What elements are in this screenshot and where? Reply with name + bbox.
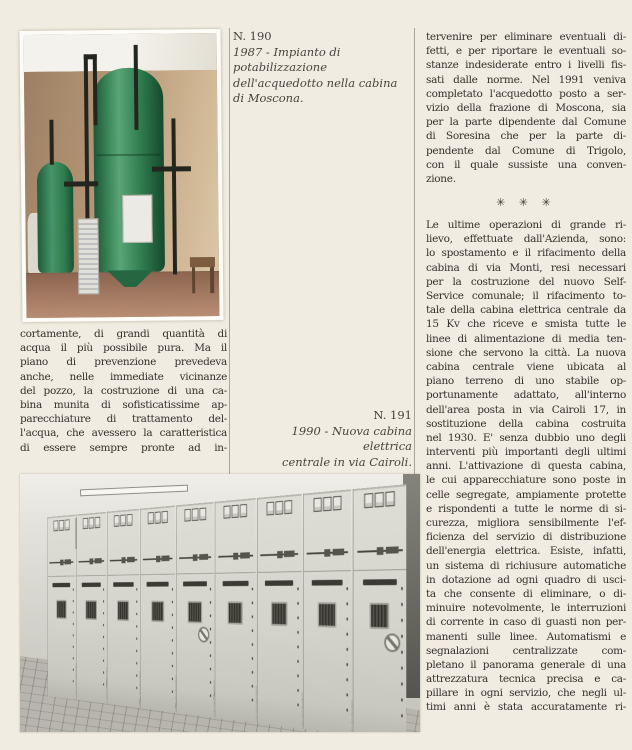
ventilation-grille xyxy=(188,601,202,624)
meter-box xyxy=(155,512,161,524)
label-strip xyxy=(363,580,397,586)
text-line: acqua il più possibile pura. Ma il xyxy=(20,342,227,355)
meter-box xyxy=(89,518,94,529)
text-line: dell'area posta in via Cairoli 17, in xyxy=(426,403,626,416)
meter-group xyxy=(224,505,247,520)
mimic-diagram xyxy=(79,560,104,562)
label-strip xyxy=(113,583,133,588)
meter-box xyxy=(120,515,125,527)
text-line: in dotazione ad ogni quadro di usci- xyxy=(426,573,626,586)
text-line: pendente dal Comune di Trigolo, xyxy=(426,144,626,157)
ventilation-grille xyxy=(56,600,66,619)
meter-box xyxy=(199,508,205,521)
text-line: interventi più importanti degli ultimi xyxy=(426,446,626,459)
ventilation-grille xyxy=(370,603,390,630)
text-line: celle segregate, ampiamente protette xyxy=(426,488,626,501)
text-line: tervenire per eliminare eventuali di- xyxy=(426,31,626,43)
meter-group xyxy=(148,512,168,525)
caption-photo2-number: N. 191 xyxy=(373,408,412,422)
meter-group xyxy=(83,517,100,529)
meter-box xyxy=(375,493,384,508)
text-line: fetti, e per riportare le eventuali so- xyxy=(426,45,626,58)
meter-box xyxy=(59,521,64,532)
text-line: 1990 - Nuova cabina elettrica xyxy=(291,423,412,453)
text-line: 1987 - Impianto di potabilizzazione xyxy=(233,44,341,74)
meter-box xyxy=(333,497,341,512)
text-line: di Moscona. xyxy=(233,91,304,105)
section-break-ornament: ✳ ✳ ✳ xyxy=(496,196,556,210)
meter-box xyxy=(284,501,292,515)
pipe xyxy=(92,54,97,125)
text-line: sati dalle norme. Nel 1991 veniva xyxy=(426,73,626,86)
switchgear-panel xyxy=(353,484,406,732)
wooden-stool xyxy=(190,257,215,294)
text-line: e rispondenti a tutte le norme di si- xyxy=(426,502,626,515)
stool-top xyxy=(190,257,215,268)
meter-box xyxy=(192,509,198,522)
photo-switchgear-room xyxy=(20,474,420,732)
switchgear-panel xyxy=(76,512,106,704)
text-line: ficienza del servizio di distribuzione xyxy=(426,531,626,544)
mimic-diagram xyxy=(357,549,402,553)
meter-box xyxy=(240,505,247,518)
label-strip xyxy=(183,582,207,587)
meter-group xyxy=(184,508,205,522)
label-strip xyxy=(312,580,343,586)
text-line: pletano il panorama generale di una xyxy=(426,658,626,671)
text-line: portunamente adattato, all'interno xyxy=(426,389,626,402)
meter-box xyxy=(323,497,331,512)
text-line: stanze indesiderate entro i livelli fis- xyxy=(426,59,626,72)
meter-group xyxy=(114,515,132,528)
meter-box xyxy=(232,505,239,518)
pipe xyxy=(134,45,139,130)
caption-photo2-text xyxy=(240,424,412,471)
meter-box xyxy=(275,502,283,516)
meter-group xyxy=(53,520,69,532)
column-rule-left xyxy=(229,28,230,474)
caption-photo2 xyxy=(240,408,412,470)
filter-tank-small xyxy=(36,162,74,273)
text-line: di essere sempre pronte ad in- xyxy=(20,441,227,454)
caption-photo1 xyxy=(233,29,413,107)
mimic-diagram xyxy=(261,553,299,556)
meter-group xyxy=(267,501,292,516)
text-line: piano di prevenzione prevedeva xyxy=(20,356,227,369)
text-line: anche, nelle immediate vicinanze xyxy=(20,370,227,383)
text-line: sostituzione della cabina costruita xyxy=(426,417,626,430)
water-plant-scene xyxy=(24,33,220,318)
caption-photo1-text xyxy=(233,45,413,107)
text-line: per la costruzione del nuovo Self- xyxy=(426,275,626,288)
right-paragraph-2 xyxy=(426,218,626,715)
text-line: ta che consente di eliminare, o di- xyxy=(426,587,626,600)
text-line: parecchiature di trattamento del- xyxy=(20,413,227,426)
meter-box xyxy=(162,512,168,524)
label-strip xyxy=(223,582,249,587)
text-line: con il quale sussiste una conven- xyxy=(426,158,626,171)
label-strip xyxy=(53,583,71,587)
text-line: attrezzatura tecnica precisa e ca- xyxy=(426,673,626,686)
label-strip xyxy=(265,581,293,587)
mimic-diagram xyxy=(50,561,74,563)
prohibition-sign-icon xyxy=(198,627,209,643)
text-line: Le ultime operazioni di grande ri- xyxy=(426,219,626,232)
text-line: vizio della frazione di Moscona, sia xyxy=(426,101,626,114)
text-line: dell'acquedotto nella cabina xyxy=(233,75,398,90)
text-line: nel 1930. E' senza dubbio uno degli xyxy=(426,431,626,444)
mimic-diagram xyxy=(110,559,137,562)
text-line: minuire notevolmente, le interruzioni xyxy=(426,602,626,615)
ventilation-grille xyxy=(318,602,336,628)
meter-box xyxy=(114,516,119,528)
text-line: manenti sulle linee. Automatismi e xyxy=(426,630,626,643)
pipe xyxy=(84,54,97,60)
text-line: di corrente in caso di guasti non per- xyxy=(426,616,626,629)
stool-leg xyxy=(192,267,196,294)
text-line: zione. xyxy=(426,172,456,185)
text-line: di Soresina che per la parte di- xyxy=(426,130,626,143)
text-line: curezza, migliora sensibilmente l'ef- xyxy=(426,517,626,529)
text-line: lievo, effettuate dall'Azienda, sono: xyxy=(426,233,626,246)
meter-box xyxy=(364,494,373,509)
pipe xyxy=(152,166,191,171)
text-line: sione che servono la città. La nuova xyxy=(426,346,626,359)
stool-leg xyxy=(210,267,214,294)
ceiling xyxy=(24,33,217,73)
text-line: cabina di via Monti, resi necessari xyxy=(426,261,626,274)
switchgear-panel xyxy=(47,515,75,700)
pipe xyxy=(64,181,99,186)
ventilation-grille xyxy=(151,601,164,623)
meter-box xyxy=(65,520,70,531)
mimic-diagram xyxy=(218,555,253,558)
text-line: centrale in via Cairoli. xyxy=(282,454,412,469)
meter-group xyxy=(313,497,341,513)
mimic-diagram xyxy=(143,558,172,561)
text-line: un sistema di richiusure automatiche xyxy=(426,559,626,572)
text-line: l'acqua, che avessero la caratteristica xyxy=(20,427,227,440)
column-left xyxy=(20,327,227,455)
ventilation-grille xyxy=(117,600,129,621)
text-line: linee di alimentazione di media ten- xyxy=(426,332,626,345)
text-line: segnalazioni centralizzate com- xyxy=(426,644,626,657)
label-strip xyxy=(82,583,101,588)
ventilation-grille xyxy=(228,601,243,625)
caption-photo1-number: N. 190 xyxy=(233,29,272,43)
switchgear-row xyxy=(47,484,408,732)
meter-box xyxy=(313,498,321,512)
text-line: piano terreno di uno stabile op- xyxy=(426,375,626,388)
meter-box xyxy=(148,513,154,525)
text-line: cortamente, di grandi quantità di xyxy=(20,328,227,340)
text-line: anni. L'attivazione di questa cabina, xyxy=(426,460,626,473)
column-right xyxy=(426,30,626,715)
meter-group xyxy=(364,492,395,509)
right-paragraph-1 xyxy=(426,30,626,186)
text-line: pillare in ogni servizio, che negli ul- xyxy=(426,687,626,700)
text-line: bina munita di sofisticatissime ap- xyxy=(20,398,227,411)
text-line: completato l'acquedotto posto a ser- xyxy=(426,87,626,100)
instrument-rack xyxy=(78,218,100,295)
mimic-diagram xyxy=(307,551,348,554)
control-box xyxy=(122,195,153,243)
text-line: per la parte dipendente dal Comune xyxy=(426,116,626,129)
meter-box xyxy=(83,518,88,529)
meter-box xyxy=(224,506,231,519)
text-line: timi anni è stata accuratamente ri- xyxy=(426,701,626,714)
meter-box xyxy=(127,515,133,527)
text-line: dell'energia elettrica. Esiste, infatti, xyxy=(426,545,626,558)
label-strip xyxy=(147,582,169,587)
switchgear-panel xyxy=(107,509,139,708)
text-line: del pozzo, la costruzione di una ca- xyxy=(20,384,227,397)
text-line: Service comunale; il rifacimento to- xyxy=(426,290,626,302)
text-line: cabina centrale viene ubicata al xyxy=(426,360,626,373)
ventilation-grille xyxy=(271,602,288,627)
mimic-diagram xyxy=(179,556,211,559)
text-line: le cui apparecchiature sono poste in xyxy=(426,474,626,487)
ventilation-grille xyxy=(86,600,97,620)
meter-box xyxy=(267,502,274,516)
prohibition-sign-icon xyxy=(384,633,400,652)
meter-box xyxy=(386,492,395,508)
text-line: tale della cabina elettrica centrale da xyxy=(426,304,626,317)
switchgear-panel xyxy=(303,490,352,732)
meter-box xyxy=(184,510,190,523)
switchgear-panel xyxy=(176,502,214,717)
left-paragraph xyxy=(20,327,227,455)
meter-box xyxy=(53,521,58,532)
switchgear-panel xyxy=(140,506,175,713)
switchgear-panel xyxy=(215,498,256,723)
meter-box xyxy=(95,517,100,528)
switchgear-panel xyxy=(257,494,301,729)
text-line: lo spostamento e il rifacimento della xyxy=(426,247,626,260)
photo-water-treatment-plant xyxy=(19,29,223,322)
pipe xyxy=(49,120,53,165)
text-line: 15 Kv che riceve e smista tutte le xyxy=(426,318,626,331)
